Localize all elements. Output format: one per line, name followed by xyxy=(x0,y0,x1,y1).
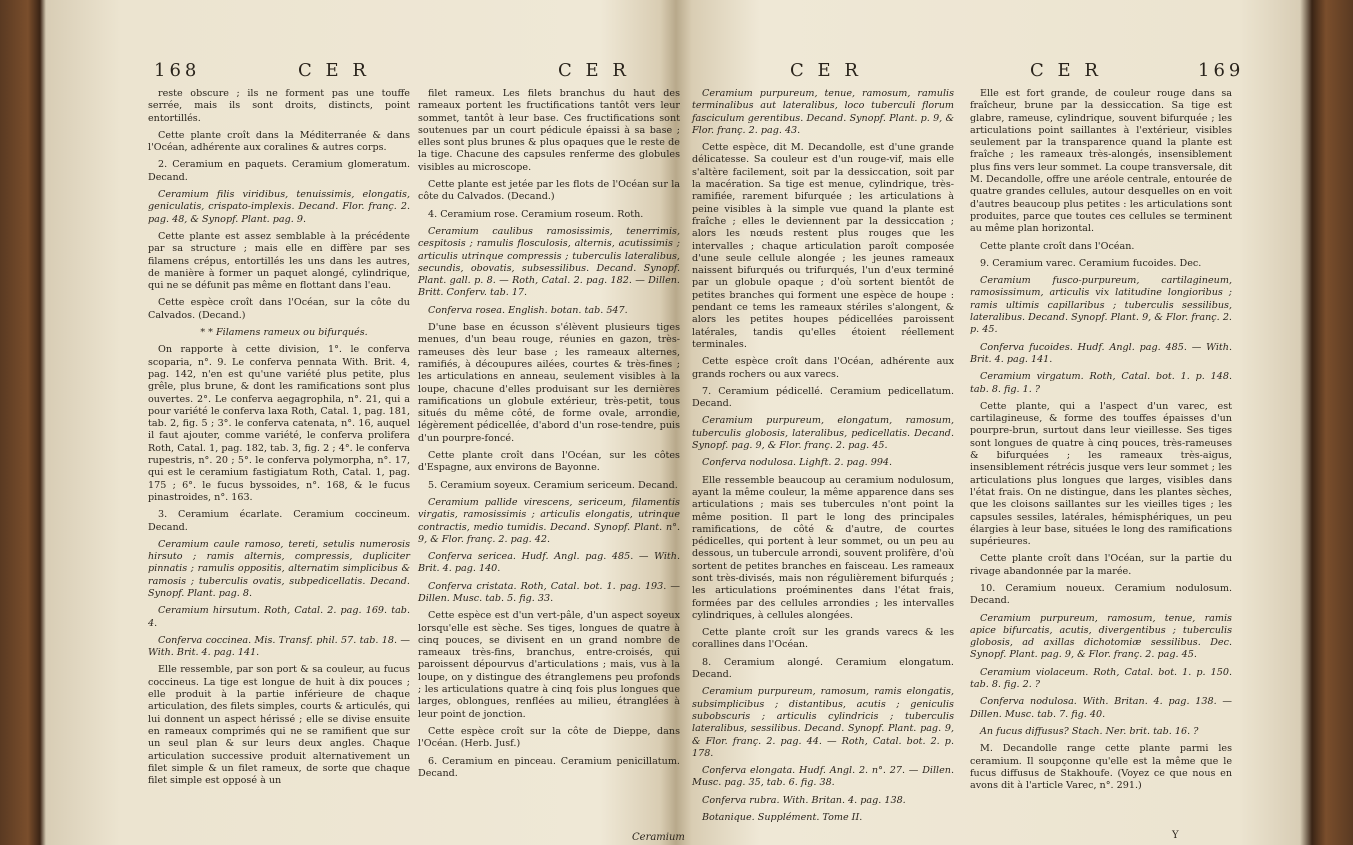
paragraph: Cette espèce croît dans l'Océan, sur la côte du Calvados. (Decand.) xyxy=(148,297,410,321)
paragraph: Cette plante croît dans l'Océan, sur les côtes d'Espagne, aux environs de Bayonne. xyxy=(418,450,680,474)
signature-line: Botanique. Supplément. Tome II. xyxy=(702,812,863,824)
paragraph: Ceramium purpureum, tenue, ramosum, ramulis terminalibus aut lateralibus, loco tuberculi florum fasciculum gerentibus. Decand. Synopf. Plant. p. 9, & Flor. franç. 2. pag. 43. xyxy=(692,88,954,136)
paragraph: Conferva coccinea. Mis. Transf. phil. 57. tab. 18. — With. Brit. 4. pag. 141. xyxy=(148,634,410,659)
paragraph: 3. Ceramium écarlate. Ceramium coccineum. Decand. xyxy=(148,509,410,533)
paragraph: Ceramium virgatum. Roth, Catal. bot. 1. p. 148. tab. 8. fig. 1. ? xyxy=(970,371,1232,395)
right-running-head-2: C E R xyxy=(1030,60,1102,81)
paragraph: 4. Ceramium rose. Ceramium roseum. Roth. xyxy=(428,208,644,220)
paragraph: Ceramium purpureum, ramosum, tenue, ramis apice bifurcatis, acutis, divergentibus ; tuberculis globosis, ad axillas dichotomiæ sessilibus. Dec. Synopf. Plant. pag. 9, & Flor. franç. 2. pag. 45. xyxy=(970,612,1232,661)
paragraph: Ceramium caulibus ramosissimis, tenerrimis, cespitosis ; ramulis flosculosis, alternis, acutissimis ; articulis utrinque compressis ; tuberculis lateralibus, secundis, obovatis, subsessilibus. Decand. Synopf. Plant. gall. p. 8. — Roth, Catal. 2. pag. 182. — Dillen. Britt. Conferv. tab. 17. xyxy=(418,225,680,299)
right-page-number: 169 xyxy=(1198,60,1245,81)
paragraph: 10. Ceramium noueux. Ceramium nodulosum. Decand. xyxy=(970,582,1232,607)
paragraph: M. Decandolle range cette plante parmi les ceramium. Il soupçonne qu'elle est la même que le fucus diffusus de Stakhoufe. (Voyez ce que nous en avons dit à l'article Varec, n°. 291.) xyxy=(970,743,1232,792)
catchword: Ceramium xyxy=(632,832,685,843)
paragraph: On rapporte à cette division, 1°. le conferva scoparia, n°. 9. Le conferva pennata With. Brit. 4, pag. 142, n'en est qu'une variété plus petite, plus grêle, plus brune, & dont les ramifications sont plus ouvertes. 2°. Le conferva aegagrophila, n°. 21, qui a pour variété le conferva laxa Roth, Catal. 1, pag. 181, tab. 2, fig. 5 ; 3°. le conferva catenata, n°. 16, auquel il faut ajouter, comme variété, le conferva prolifera Roth, Catal. 1, pag. 182, tab. 3, fig. 2 ; 4°. le conferva rupestris, n°. 20 ; 5°. le conferva polymorpha, n°. 17, qui est le ceramium fastigiatum Roth, Catal. 1, pag. 175 ; 6°. le fucus byssoides, n°. 168, & le fucus pinastroides, n°. 163. xyxy=(148,344,410,503)
paragraph: Ceramium pallide virescens, sericeum, filamentis virgatis, ramosissimis ; articulis elongatis, utrinque contractis, medio tumidis. Decand. Synopf. Plant. n°. 9, & Flor. franç. 2. pag. 42. xyxy=(418,496,680,545)
right-page xyxy=(680,0,1245,845)
paragraph: Ceramium purpureum, ramosum, ramis elongatis, subsimplicibus ; distantibus, acutis ; geniculis subobscuris ; articulis cylindricis ; tuberculis lateralibus, sessilibus. Decand. Synopf. Plant. pag. 9, & Flor. franç. 2. pag. 44. — Roth, Catal. bot. 2. p. 178. xyxy=(692,686,954,759)
left-running-head-2: C E R xyxy=(558,60,630,81)
paragraph: 7. Ceramium pédicellé. Ceramium pedicellatum. Decand. xyxy=(692,385,954,410)
right-running-head-1: C E R xyxy=(790,60,862,81)
paragraph: Conferva elongata. Hudf. Angl. 2. n°. 27. — Dillen. Musc. pag. 35, tab. 6. fig. 38. xyxy=(692,765,954,789)
paragraph: Cette espèce croît dans l'Océan, adhérente aux grands rochers ou aux varecs. xyxy=(692,356,954,380)
paragraph: 5. Ceramium soyeux. Ceramium sericeum. Decand. xyxy=(428,479,678,491)
paragraph: Cette espèce croît sur la côte de Dieppe, dans l'Océan. (Herb. Jusf.) xyxy=(418,725,680,750)
paragraph: Cette plante croît dans l'Océan. xyxy=(980,240,1135,252)
paragraph: 9. Ceramium varec. Ceramium fucoides. Dec. xyxy=(980,257,1202,269)
left-page xyxy=(118,0,685,845)
paragraph: Ceramium hirsutum. Roth, Catal. 2. pag. 169. tab. 4. xyxy=(148,605,410,629)
paragraph: D'une base en écusson s'élèvent plusieurs tiges menues, d'un beau rouge, réunies en gazon, très-rameuses dès leur base ; les rameaux alternes, ramifiés, à découpures ailées, courtes & très-fines ; les articulations en anneau, seulement visibles à la loupe, chacune d'elles produisant sur les dernières ramifications un globule extérieur, très-petit, tous situés du même côté, de forme ovale, arrondie, légèrement pédicellée, d'abord d'un rose-tendre, puis d'un pourpre-foncé. xyxy=(418,322,680,444)
left-column-2 xyxy=(418,88,680,833)
paragraph: 8. Ceramium alongé. Ceramium elongatum. Decand. xyxy=(692,656,954,681)
right-column-1 xyxy=(692,88,954,833)
signature-mark: Y xyxy=(1172,830,1179,841)
paragraph: Cette espèce est d'un vert-pâle, d'un aspect soyeux lorsqu'elle est sèche. Ses tiges, longues de quatre à cinq pouces, se divisent en un grand nombre de rameaux très-fins, branchus, entre-croisés, qui paroissent dépourvus d'articulations ; mais, vus à la loupe, on y distingue des étranglemens peu profonds ; les articulations quatre à cinq fois plus longues que larges, oblongues, renflées au milieu, étranglées à leur point de jonction. xyxy=(418,610,680,720)
paragraph: reste obscure ; ils ne forment pas une touffe serrée, mais ils sont droits, distincts, point entortillés. xyxy=(148,88,410,124)
paragraph: 2. Ceramium en paquets. Ceramium glomeratum. Decand. xyxy=(148,159,410,183)
paragraph: Conferva rosea. English. botan. tab. 547. xyxy=(428,304,628,316)
paragraph: Elle est fort grande, de couleur rouge dans sa fraîcheur, brune par la dessiccation. Sa tige est glabre, rameuse, cylindrique, souvent bifurquée ; les articulations point saillantes à l'extérieur, visibles seulement par la transparence quand la plante est fraîche ; les rameaux très-alongés, insensiblement plus fins vers leur sommet. La coupe transversale, dit M. Decandolle, offre une aréole centrale, entourée de quatre grandes cellules, autour desquelles on en voit d'autres beaucoup plus petites : les articulations sont produites, parce que toutes ces cellules se terminent au même plan horizontal. xyxy=(970,88,1232,235)
paragraph: Cette plante est jetée par les flots de l'Océan sur la côte du Calvados. (Decand.) xyxy=(418,179,680,203)
paragraph: Cette plante croît sur les grands varecs & les corallines dans l'Océan. xyxy=(692,627,954,651)
paragraph: Ceramium filis viridibus, tenuissimis, elongatis, geniculatis, crispato-implexis. Decand. Flor. franç. 2. pag. 48, & Synopf. Plant. pag. 9. xyxy=(148,189,410,225)
paragraph: Cette plante, qui a l'aspect d'un varec, est cartilagineuse, & forme des touffes épaisses d'un pourpre-brun, surtout dans leur vieillesse. Ses tiges sont longues de quatre à cinq pouces, très-rameuses & bifurquées ; les rameaux très-aigus, insensiblement rétrécis jusque vers leur sommet ; les articulations plus longues que larges, visibles dans l'état frais. On ne distingue, dans les plantes sèches, que les cloisons saillantes sur les vieilles tiges ; les capsules sessiles, latérales, hémisphériques, un peu élargies à leur base, situées le long des ramifications supérieures. xyxy=(970,400,1232,548)
left-running-head-1: C E R xyxy=(298,60,370,81)
right-column-2 xyxy=(970,88,1232,833)
paragraph: Elle ressemble beaucoup au ceramium nodulosum, ayant la même couleur, la même apparence dans ses articulations ; mais ses tubercules n'ont point la même position. Il part le long des principales ramifications, de côté & d'autre, de courtes pédicelles, qui portent à leur sommet, ou un peu au dessous, un tubercule arrondi, souvent prolifère, d'où sortent de petites branches en faisceau. Les rameaux sont très-divisés, mais non régulièrement bifurqués ; les articulations proéminentes dans l'état frais, formées par des cellules arrondies ; les intervalles cylindriques, à cellules alongées. xyxy=(692,474,955,621)
paragraph: Cette plante est assez semblable à la précédente par sa structure ; mais elle en diffère par ses filamens crépus, entortillés les uns dans les autres, de manière à former un paquet alongé, cylindrique, qui ne se défunit pas même en flottant dans l'eau. xyxy=(148,230,410,292)
paragraph: Cette plante croît dans l'Océan, sur la partie du rivage abandonnée par la marée. xyxy=(970,553,1232,577)
left-column-1 xyxy=(148,88,410,833)
paragraph: * * Filamens rameux ou bifurqués. xyxy=(200,327,368,339)
paragraph: Conferva nodulosa. Lighft. 2. pag. 994. xyxy=(702,457,893,469)
paragraph: Conferva cristata. Roth, Catal. bot. 1. pag. 193. — Dillen. Musc. tab. 5. fig. 33. xyxy=(418,580,680,604)
paragraph: Ceramium caule ramoso, tereti, setulis numerosis hirsuto ; ramis alternis, compressis, dupliciter pinnatis ; ramulis oppositis, alternatim simplicibus & ramosis ; tuberculis ovatis, subpedicellatis. Decand. Synopf. Plant. pag. 8. xyxy=(148,538,410,599)
paragraph: Conferva sericea. Hudf. Angl. pag. 485. — With. Brit. 4. pag. 140. xyxy=(418,551,680,575)
paragraph: Ceramium violaceum. Roth, Catal. bot. 1. p. 150. tab. 8. fig. 2. ? xyxy=(970,666,1232,691)
paragraph: Cette plante croît dans la Méditerranée & dans l'Océan, adhérente aux coralines & autres corps. xyxy=(148,129,410,154)
paragraph: Ceramium purpureum, elongatum, ramosum, tuberculis globosis, lateralibus, pedicellatis. Decand. Synopf. pag. 9, & Flor. franç. 2. pag. 45. xyxy=(692,415,954,452)
paragraph: filet rameux. Les filets branchus du haut des rameaux portent les fructifications tantôt vers leur sommet, tantôt à leur base. Ces fructifications sont soutenues par un court pédicule épaissi à sa base ; elles sont plus brunes & plus opaques que le reste de la tige. Chacune des capsules renferme des globules visibles au microscope. xyxy=(418,88,680,173)
paragraph: Cette espèce, dit M. Decandolle, est d'une grande délicatesse. Sa couleur est d'un rouge-vif, mais elle s'altère facilement, soit par la dessiccation, soit par la macération. Sa tige est menue, cylindrique, très-ramifiée, rarement bifurquée ; les articulations à peine visibles à la simple vue quand la plante est fraîche ; elles le deviennent par la dessiccation ; alors les nœuds restent plus rouges que les intervalles ; chaque articulation paroît composée d'une seule cellule alongée ; les jeunes rameaux naissent bifurqués ou trifurqués, l'un d'eux terminé par un globule opaque ; d'où sortent bientôt de petites branches qui forment une espèce de houpe : pendant ce tems les rameaux stériles s'alongent, & alors les petites houpes pédicellées paroissent latérales, tandis qu'elles étoient réellement terminales. xyxy=(692,142,954,350)
paragraph: Ceramium fusco-purpureum, cartilagineum, ramosissimum, articulis vix latitudine longioribus ; ramis ultimis capillaribus ; tuberculis sessilibus, lateralibus. Decand. Synopf. Plant. 9, & Flor. franç. 2. p. 45. xyxy=(970,275,1232,336)
paragraph: Conferva fucoides. Hudf. Angl. pag. 485. — With. Brit. 4. pag. 141. xyxy=(970,341,1232,365)
paragraph: Elle ressemble, par son port & sa couleur, au fucus coccineus. La tige est longue de huit à dix pouces ; elle produit à la partie inférieure de chaque articulation, des filets simples, courts & articulés, qui lui donnent un aspect hérissé ; elle se divise ensuite en rameaux comprimés qui ne se ramifient que sur un seul plan & sur leurs deux angles. Chaque articulation successive produit alternativement un filet simple & un filet rameux, de sorte que chaque filet simple est opposé à un xyxy=(148,664,410,787)
paragraph: Conferva rubra. With. Britan. 4. pag. 138. xyxy=(702,794,906,806)
paragraph: 6. Ceramium en pinceau. Ceramium penicillatum. Decand. xyxy=(418,755,680,779)
left-page-number: 168 xyxy=(154,60,201,81)
paragraph: Conferva nodulosa. With. Britan. 4. pag. 138. — Dillen. Musc. tab. 7. fig. 40. xyxy=(970,696,1232,720)
paragraph: An fucus diffusus? Stach. Ner. brit. tab. 16. ? xyxy=(980,725,1199,737)
